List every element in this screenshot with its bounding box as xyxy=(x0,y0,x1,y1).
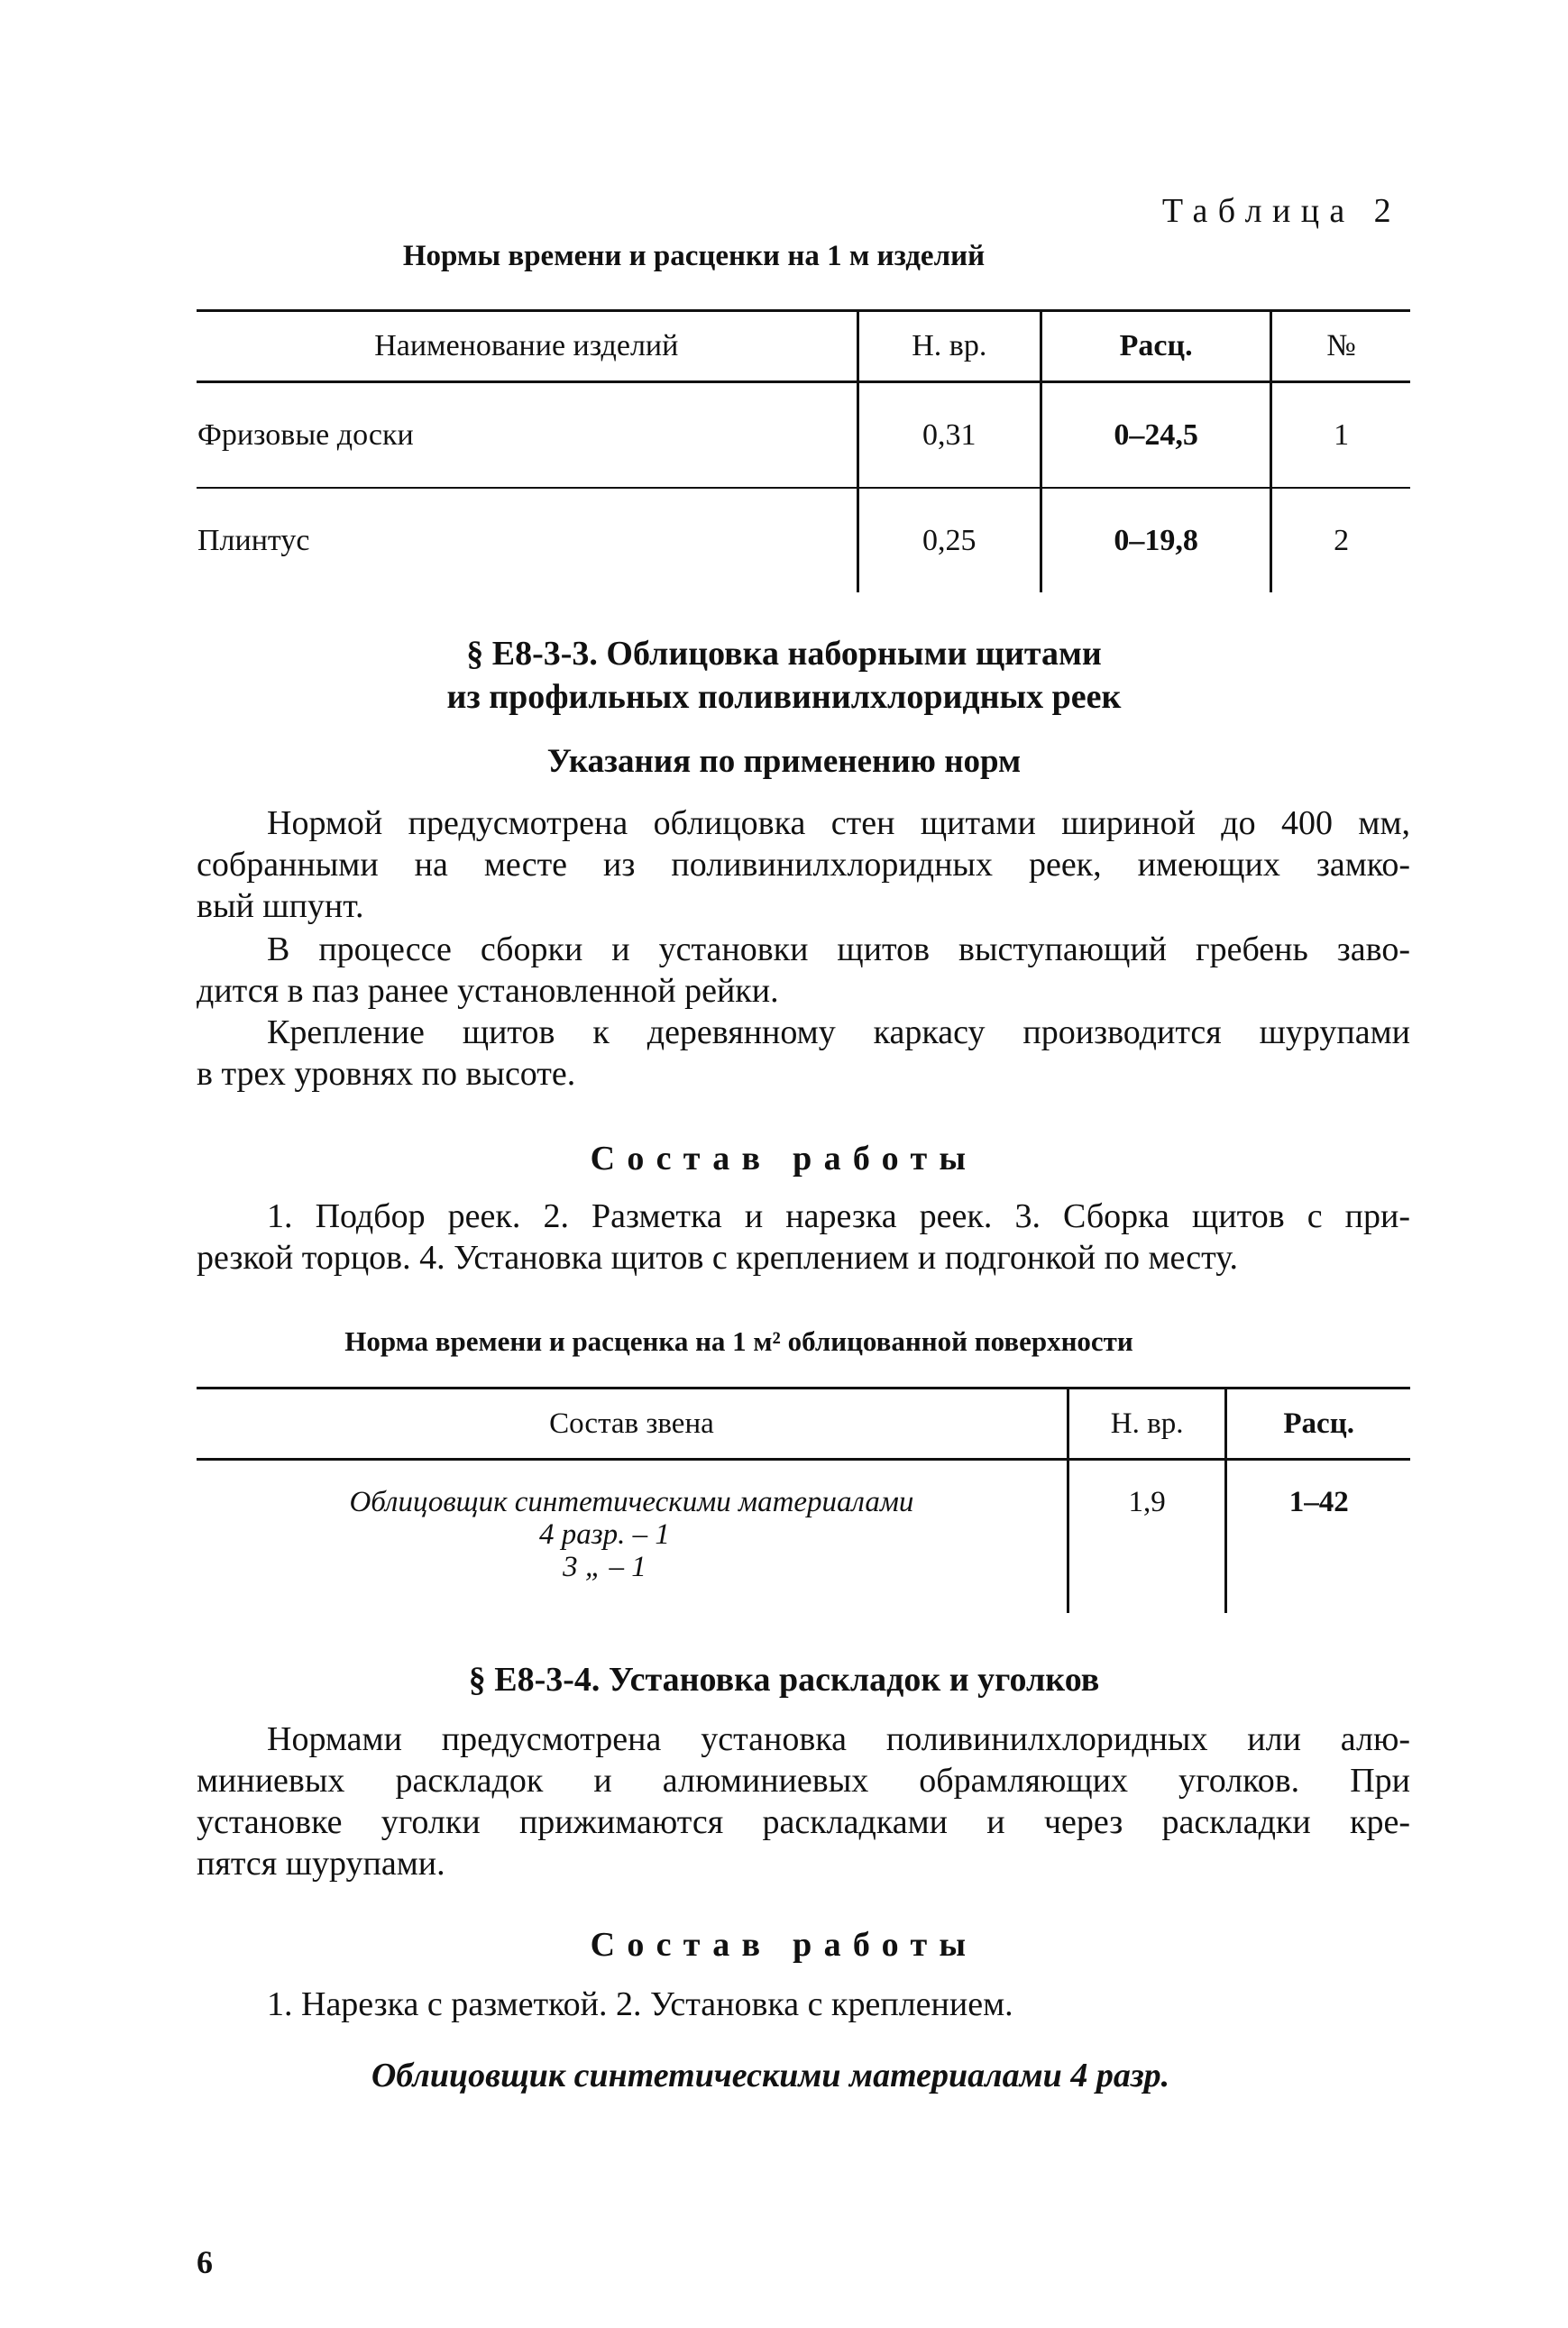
table1-header-name: Наименование изделий xyxy=(197,311,857,382)
work-composition-text xyxy=(197,1196,1410,1279)
paragraph-3 xyxy=(197,1012,1410,1095)
section1-title-line1: § Е8-3-3. Облицовка наборными щитами xyxy=(466,635,1102,673)
table1 xyxy=(197,309,1410,592)
table2-header-row xyxy=(197,1389,1410,1460)
table1-header-number: № xyxy=(1271,311,1410,382)
paragraph-line: резкой торцов. 4. Установка щитов с креплением и подгонкой по месту. xyxy=(197,1239,1238,1277)
section2-work-text xyxy=(197,1984,1410,2025)
paragraph-2 xyxy=(197,929,1410,1012)
paragraph-line: дится в паз ранее установленной рейки. xyxy=(197,972,779,1010)
table2-caption: Норма времени и расценка на 1 м² облицованной поверхности xyxy=(344,1325,1133,1357)
table-row xyxy=(197,1460,1410,1614)
table1-cell-time: 0,31 xyxy=(857,382,1041,489)
worker-grade: Облицовщик синтетическими материалами 4 разр. xyxy=(371,2057,1170,2094)
work-composition-title: Состав работы xyxy=(590,1140,978,1178)
table1-caption: Нормы времени и расценки на 1 м изделий xyxy=(402,240,986,272)
paragraph-line: установке уголки прижимаются раскладками и через раскладки кре- xyxy=(197,1803,1410,1841)
paragraph-line: вый шпунт. xyxy=(197,887,364,925)
paragraph-line: 1. Нарезка с разметкой. 2. Установка с креплением. xyxy=(267,1985,1013,2023)
paragraph-line: в трех уровнях по высоте. xyxy=(197,1055,576,1093)
table1-cell-number: 1 xyxy=(1271,382,1410,489)
paragraph-line: В процессе сборки и установки щитов выступающий гребень заво- xyxy=(267,930,1410,968)
paragraph-line: Нормами предусмотрена установка поливинилхлоридных или алю- xyxy=(267,1720,1410,1758)
table1-cell-name: Фризовые доски xyxy=(197,382,857,489)
table2-header-rate: Расц. xyxy=(1226,1389,1410,1460)
paragraph-line: собранными на месте из поливинилхлоридных реек, имеющих замко- xyxy=(197,846,1410,884)
table1-cell-name: Плинтус xyxy=(197,523,310,557)
section2-work-title: Состав работы xyxy=(590,1926,978,1964)
paragraph-line: пятся шурупами. xyxy=(197,1845,445,1883)
table-row xyxy=(197,382,1410,489)
page-number: 6 xyxy=(197,2244,213,2280)
table-number-label: Таблица 2 xyxy=(1161,192,1401,230)
table2-header-time: Н. вр. xyxy=(1068,1389,1226,1460)
section2-title: § Е8-3-4. Установка раскладок и уголков xyxy=(468,1661,1100,1699)
paragraph-line: 1. Подбор реек. 2. Разметка и нарезка реек. 3. Сборка щитов с при- xyxy=(267,1197,1410,1235)
table2-header-crew: Состав звена xyxy=(197,1389,1068,1460)
paragraph-line: миниевых раскладок и алюминиевых обрамляющих уголков. При xyxy=(197,1762,1410,1800)
paragraph-line: Нормой предусмотрена облицовка стен щитами шириной до 400 мм, xyxy=(267,804,1410,842)
table2-cell-rate: 1–42 xyxy=(1226,1460,1410,1614)
table1-cell-number: 2 xyxy=(1271,488,1410,592)
section1-title-line2: из профильных поливинилхлоридных реек xyxy=(446,678,1122,716)
table1-cell-rate: 0–24,5 xyxy=(1041,382,1271,489)
table1-header-rate: Расц. xyxy=(1041,311,1271,382)
table1-cell-time: 0,25 xyxy=(857,488,1041,592)
crew-title: Облицовщик синтетическими материалами xyxy=(349,1486,914,1518)
section2-paragraph xyxy=(197,1719,1410,1884)
table-row xyxy=(197,488,1410,592)
guidance-title: Указания по применению норм xyxy=(546,743,1022,780)
table2 xyxy=(197,1387,1410,1613)
crew-grade-3: 3 „ – 1 xyxy=(563,1551,646,1583)
paragraph-line: Крепление щитов к деревянному каркасу производится шурупами xyxy=(267,1013,1410,1051)
paragraph-1 xyxy=(197,802,1410,927)
table1-header-row xyxy=(197,311,1410,382)
table2-cell-crew xyxy=(197,1460,1068,1614)
crew-composition xyxy=(197,1486,1066,1583)
table1-header-time: Н. вр. xyxy=(857,311,1041,382)
crew-grade-4: 4 разр. – 1 xyxy=(538,1518,670,1551)
table1-cell-rate: 0–19,8 xyxy=(1041,488,1271,592)
table2-cell-time: 1,9 xyxy=(1068,1460,1226,1614)
